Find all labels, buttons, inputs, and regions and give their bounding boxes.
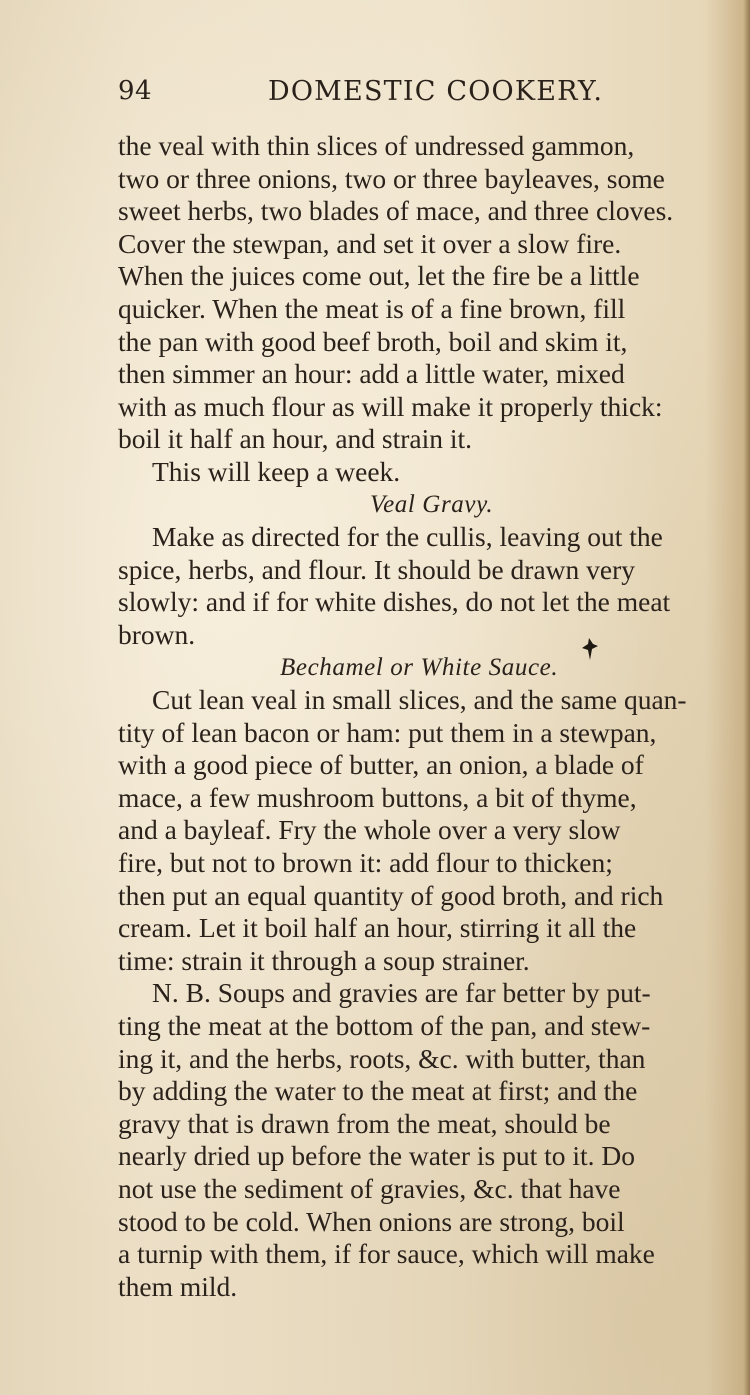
body-text bbox=[118, 130, 744, 1303]
text-line: two or three onions, two or three bayleaves, some bbox=[118, 162, 665, 194]
text-line: ing it, and the herbs, roots, &c. with butter, than bbox=[118, 1042, 646, 1074]
text-line: nearly dried up before the water is put to it. Do bbox=[118, 1140, 635, 1172]
text-line: with a good piece of butter, an onion, a blade of bbox=[118, 749, 644, 781]
text-line: brown. bbox=[118, 618, 196, 650]
text-line: not use the sediment of gravies, &c. that have bbox=[118, 1173, 621, 1204]
text-line: sweet herbs, two blades of mace, and three cloves. bbox=[118, 195, 674, 227]
section-heading-veal-gravy: Veal Gravy. bbox=[370, 490, 494, 518]
text-line: cream. Let it boil half an hour, stirring it all the bbox=[118, 912, 637, 944]
text-line: This will keep a week. bbox=[152, 455, 401, 487]
text-line: stood to be cold. When onions are strong, boil bbox=[118, 1205, 625, 1237]
text-line: a turnip with them, if for sauce, which will make bbox=[118, 1238, 655, 1270]
text-line: boil it half an hour, and strain it. bbox=[118, 423, 473, 455]
page-number: 94 bbox=[118, 76, 153, 106]
text-line: spice, herbs, and flour. It should be drawn very bbox=[118, 553, 636, 585]
text-line: When the juices come out, let the fire be a little bbox=[118, 260, 640, 292]
text-line: fire, but not to brown it: add flour to thicken; bbox=[118, 847, 613, 879]
running-title: DOMESTIC COOKERY. bbox=[268, 76, 604, 107]
text-line: Make as directed for the cullis, leaving out the bbox=[152, 521, 663, 553]
text-line: the pan with good beef broth, boil and skim it, bbox=[118, 325, 628, 357]
text-line: ting the meat at the bottom of the pan, and stew- bbox=[118, 1010, 651, 1042]
text-line: Cover the stewpan, and set it over a slow fire. bbox=[118, 227, 622, 259]
text-line: the veal with thin slices of undressed gammon, bbox=[118, 130, 635, 161]
text-line: mace, a few mushroom buttons, a bit of thyme, bbox=[118, 781, 637, 813]
page-edge bbox=[744, 0, 750, 1395]
text-line: tity of lean bacon or ham: put them in a stewpan, bbox=[118, 716, 657, 748]
text-line: N. B. Soups and gravies are far better by put- bbox=[152, 977, 651, 1009]
text-line: then simmer an hour: add a little water, mixed bbox=[118, 358, 625, 390]
ink-blot bbox=[580, 636, 600, 662]
text-line: slowly: and if for white dishes, do not let the meat bbox=[118, 586, 671, 618]
text-line: with as much flour as will make it properly thick: bbox=[118, 390, 663, 422]
text-line: then put an equal quantity of good broth, and rich bbox=[118, 879, 664, 911]
text-line: time: strain it through a soup strainer. bbox=[118, 944, 530, 976]
section-heading-bechamel: Bechamel or White Sauce. bbox=[280, 653, 559, 681]
text-line: Cut lean veal in small slices, and the same quan- bbox=[152, 684, 687, 716]
text-line: quicker. When the meat is of a fine brown, fill bbox=[118, 292, 626, 324]
text-line: them mild. bbox=[118, 1270, 238, 1302]
text-line: by adding the water to the meat at first; and the bbox=[118, 1075, 638, 1107]
text-line: gravy that is drawn from the meat, should be bbox=[118, 1107, 611, 1139]
text-line: and a bayleaf. Fry the whole over a very slow bbox=[118, 814, 621, 846]
page-header bbox=[118, 72, 618, 112]
